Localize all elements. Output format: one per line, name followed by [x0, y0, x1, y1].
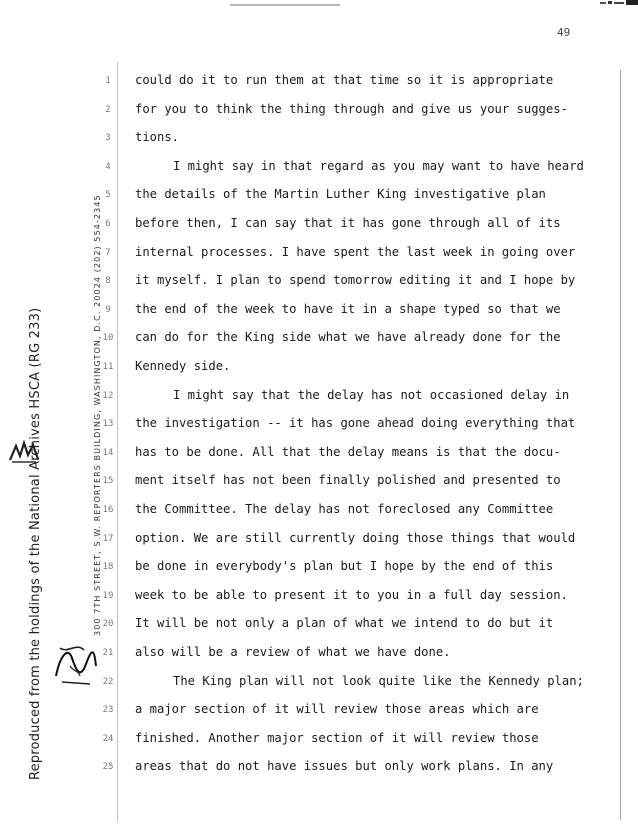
line-number: 12	[102, 390, 114, 401]
line-number: 20	[102, 619, 114, 630]
reporter-building-stamp: 300 7TH STREET, S.W. REPORTERS BUILDING, WASHINGTON, D.C. 20024 (202) 554-2345	[93, 194, 102, 636]
line-number: 8	[105, 276, 111, 287]
transcript-line: Kennedy side.	[135, 359, 231, 373]
transcript-line: week to be able to present it to you in a full day session.	[135, 587, 568, 602]
transcript-line: has to be done. All that the delay means is that the docu-	[135, 444, 561, 459]
transcript-line: also will be a review of what we have done.	[135, 645, 451, 659]
line-number: 23	[102, 705, 114, 716]
transcript-line: the Committee. The delay has not foreclosed any Committee	[135, 502, 554, 516]
transcript-line: could do it to run them at that time so it is appropriate	[135, 73, 554, 87]
line-number: 5	[105, 190, 111, 201]
line-number: 7	[105, 247, 111, 258]
transcript-line: finished. Another major section of it will review those	[135, 730, 539, 745]
transcript-line: tions.	[135, 130, 180, 145]
archive-margin-stamp: Reproduced from the holdings of the National Archives HSCA (RG 233)	[28, 307, 43, 780]
transcript-line: the end of the week to have it in a shape typed so that we	[135, 301, 561, 316]
line-number: 2	[105, 104, 111, 115]
transcript-line: I might say in that regard as you may want to have heard	[173, 158, 584, 173]
right-margin-rule	[620, 70, 621, 820]
line-number: 4	[105, 161, 111, 172]
line-number: 17	[102, 533, 114, 544]
line-number: 11	[102, 362, 114, 372]
line-number: 14	[102, 447, 114, 458]
transcript-line: the investigation -- it has gone ahead doing everything that	[135, 416, 576, 431]
handwritten-initials-mark	[50, 636, 100, 690]
transcript-line: It will be not only a plan of what we intend to do but it	[135, 616, 554, 631]
line-number: 21	[102, 648, 114, 658]
transcript-line: it myself. I plan to spend tomorrow editing it and I hope by	[135, 273, 576, 288]
line-number: 24	[102, 733, 114, 744]
line-number: 22	[102, 676, 114, 687]
transcript-line: the details of the Martin Luther King investigative plan	[135, 187, 546, 202]
line-number: 9	[105, 304, 111, 315]
transcript-line: before then, I can say that it has gone through all of its	[135, 216, 561, 230]
line-number: 13	[102, 419, 114, 430]
transcript-line: option. We are still currently doing those things that would	[135, 530, 576, 545]
transcript-line: for you to think the thing through and give us your sugges-	[135, 101, 568, 116]
line-number: 3	[105, 133, 111, 144]
line-number: 25	[102, 762, 114, 773]
corner-scan-mark	[600, 0, 638, 12]
transcript-line: ment itself has not been finally polished and presented to	[135, 473, 561, 488]
transcript-line: be done in everybody's plan but I hope by the end of this	[135, 559, 554, 574]
line-number: 19	[102, 590, 114, 601]
page-number: 49	[557, 26, 571, 39]
transcript-line: can do for the King side what we have already done for the	[135, 330, 561, 345]
line-number: 6	[105, 219, 111, 229]
archive-hand-emblem	[6, 440, 42, 466]
transcript-line: internal processes. I have spent the last week in going over	[135, 244, 576, 259]
transcript-line: a major section of it will review those areas which are	[135, 702, 539, 717]
line-number: 18	[102, 562, 114, 573]
top-edge-rule	[230, 4, 340, 6]
line-number: 10	[102, 333, 114, 344]
left-margin-rule	[117, 62, 118, 822]
line-number: 15	[102, 476, 114, 487]
transcript-line: areas that do not have issues but only work plans. In any	[135, 759, 554, 774]
transcript-line: The King plan will not look quite like the Kennedy plan;	[173, 673, 584, 688]
line-number: 1	[105, 76, 111, 86]
transcript-line: I might say that the delay has not occasioned delay in	[173, 387, 570, 402]
line-number: 16	[102, 505, 114, 515]
